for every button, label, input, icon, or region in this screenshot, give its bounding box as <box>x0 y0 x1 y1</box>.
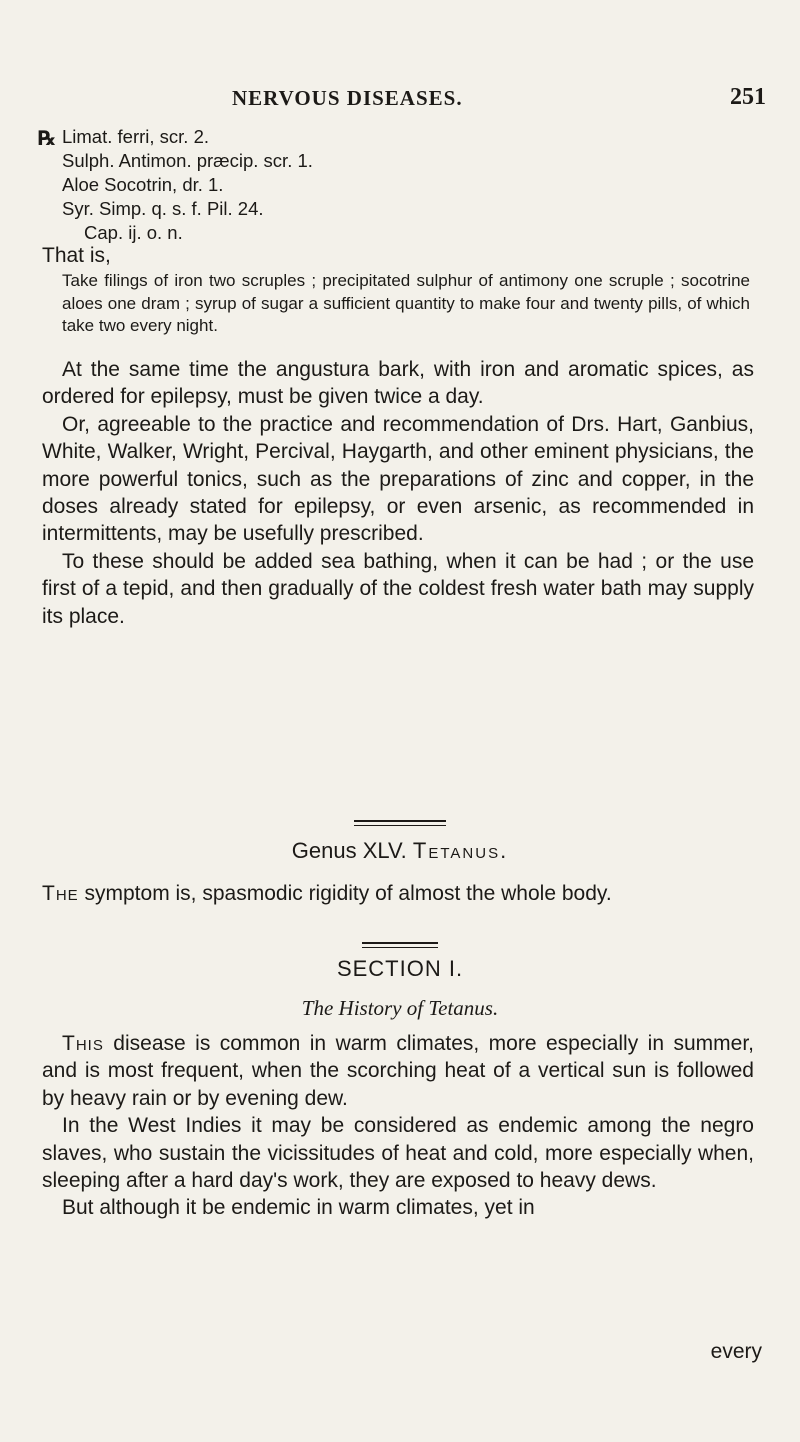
genus-heading <box>0 838 800 864</box>
lead-word: This <box>62 1032 104 1055</box>
symptom-paragraph <box>42 880 754 907</box>
running-header <box>150 86 770 116</box>
genus-number: Genus XLV. <box>291 838 407 863</box>
symptom-text: symptom is, spasmodic rigidity of almost the whole body. <box>78 882 612 905</box>
section-subtitle: The History of Tetanus. <box>301 996 499 1020</box>
prescription-line: Aloe Socotrin, dr. 1. <box>62 174 224 195</box>
divider-rule <box>362 947 438 948</box>
body-paragraphs-1 <box>42 356 754 630</box>
body-paragraphs-2 <box>42 1030 754 1222</box>
prescription-line: Limat. ferri, scr. 2. <box>62 126 210 147</box>
paragraph: In the West Indies it may be considered as endemic among the negro slaves, who sustain the vicissitudes of heat and cold, more especially when, sleeping after a hard day's work, they are exposed to heavy dews. <box>42 1114 754 1193</box>
prescription-line: Sulph. Antimon. præcip. scr. 1. <box>62 150 313 171</box>
genus-name: Tetanus. <box>412 838 509 863</box>
section-heading: SECTION I. <box>336 956 464 981</box>
paragraph: disease is common in warm climates, more especially in summer, and is most frequent, when the scorching heat of a vertical sun is followed by heavy rain or by evening dew. <box>42 1032 754 1110</box>
prescription-line: Cap. ij. o. n. <box>84 222 183 243</box>
paragraph: At the same time the angustura bark, with iron and aromatic spices, as ordered for epilepsy, must be given twice a day. <box>42 358 754 409</box>
prescription-translation: Take filings of iron two scruples ; precipitated sulphur of antimony one scruple ; socotrine aloes one dram ; syrup of sugar a sufficient quantity to make four and twenty pills, of which take two every night. <box>62 271 750 335</box>
catchword: every <box>710 1340 762 1363</box>
recipe-symbol: ℞ <box>38 128 56 150</box>
divider-rule <box>362 942 438 944</box>
lead-word: The <box>42 882 79 905</box>
prescription-line: Syr. Simp. q. s. f. Pil. 24. <box>62 198 264 219</box>
paragraph: To these should be added sea bathing, when it can be had ; or the use first of a tepid, and then gradually of the coldest fresh water bath may supply its place. <box>42 549 754 628</box>
divider-rule <box>354 825 446 826</box>
page-number: 251 <box>730 84 766 110</box>
that-is-label: That is, <box>42 244 111 267</box>
divider-rule <box>354 820 446 822</box>
paragraph: Or, agreeable to the practice and recommendation of Drs. Hart, Ganbius, White, Walker, Wright, Percival, Haygarth, and other eminent physicians, the more powerful tonics, such as the preparations of zinc and copper, in the doses already stated for epilepsy, or even arsenic, as recommended in intermittents, may be usefully prescribed. <box>42 412 754 546</box>
paragraph: But although it be endemic in warm climates, yet in <box>62 1196 535 1220</box>
running-title: NERVOUS DISEASES. <box>232 86 463 110</box>
